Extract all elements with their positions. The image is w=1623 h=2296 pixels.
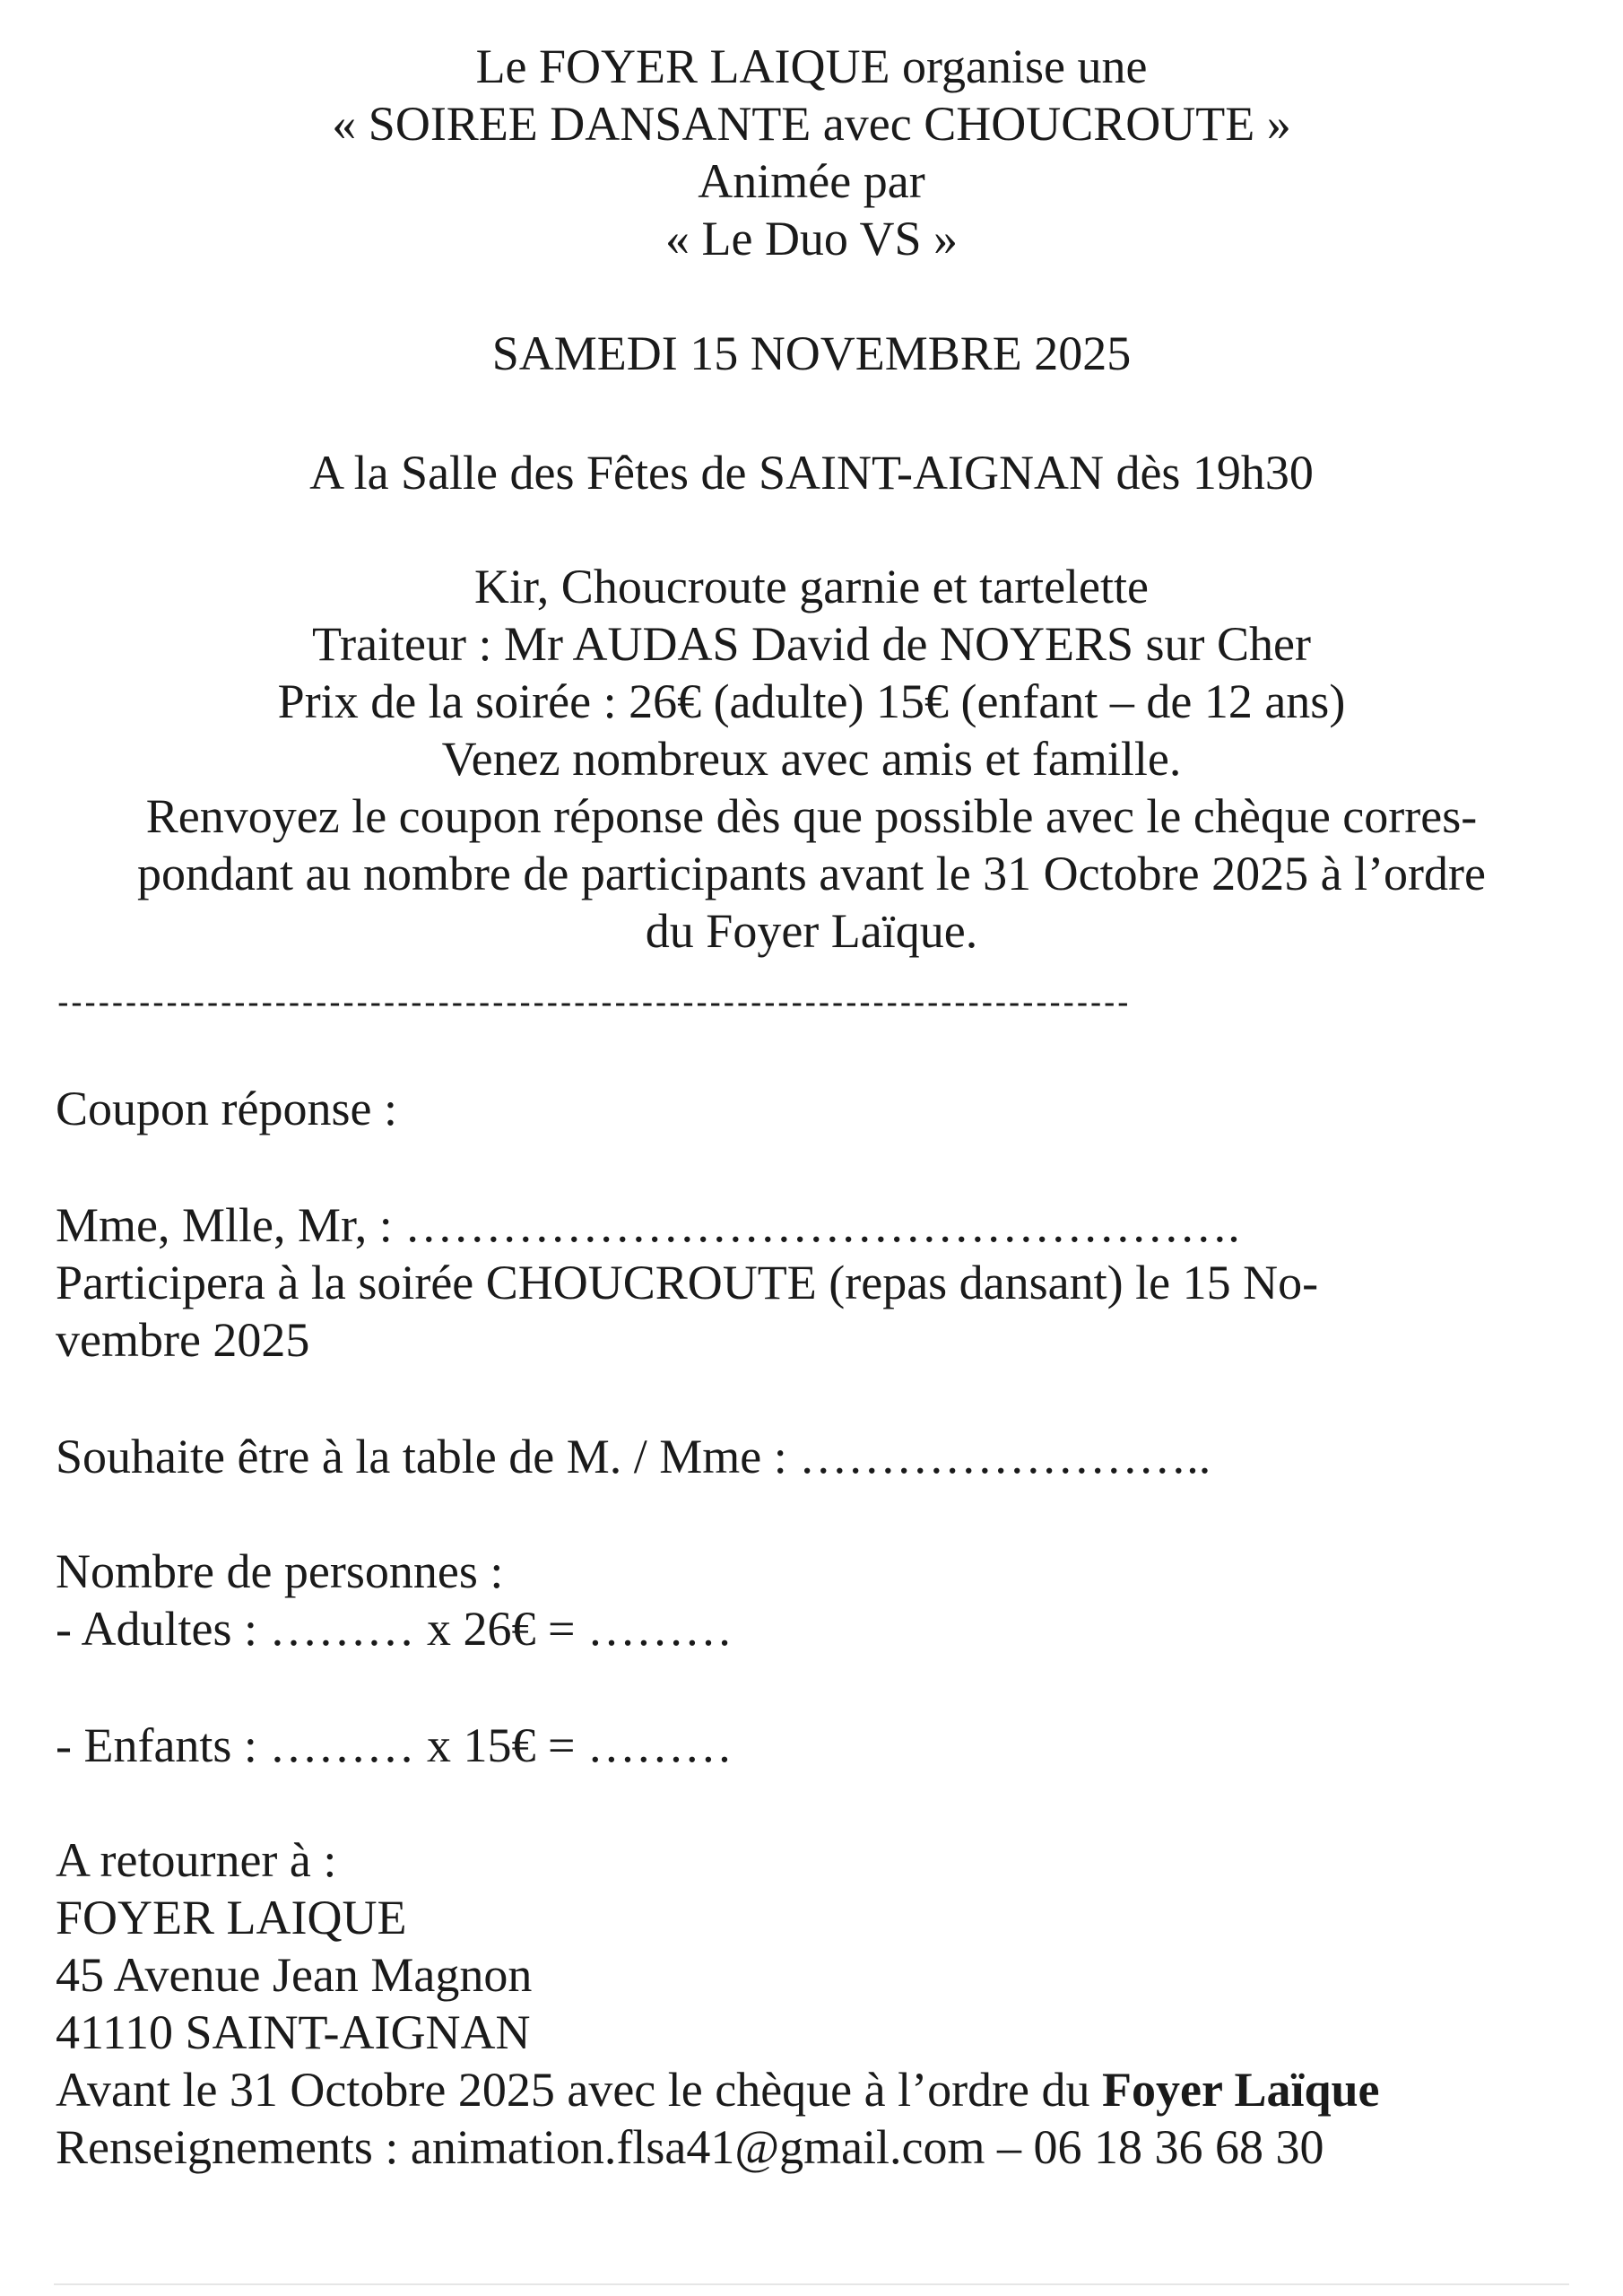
event-menu: Kir, Choucroute garnie et tartelette [473,560,1150,613]
coupon-participate-line-2: vembre 2025 [56,1313,310,1367]
event-send-line-3: du Foyer Laïque. [645,904,978,958]
coupon-return-block [56,1831,1580,2176]
coupon-title: Coupon réponse : [56,1082,397,1135]
coupon-count-block [56,1543,1580,1657]
event-venue: A la Salle des Fêtes de SAINT-AIGNAN dès 19h30 [309,446,1314,500]
return-deadline-text: Avant le 31 Octobre 2025 avec le chèque à l’ordre du [56,2063,1103,2117]
return-name: FOYER LAIQUE [56,1891,407,1944]
header-band-name: « Le Duo VS » [664,212,958,265]
event-caterer: Traiteur : Mr AUDAS David de NOYERS sur Cher [312,617,1311,671]
coupon-table-block [56,1428,1580,1485]
event-invite: Venez nombreux avec amis et famille. [441,732,1182,786]
coupon-participate-line-1: Participera à la soirée CHOUCROUTE (repas dansant) le 15 No- [56,1256,1319,1309]
event-date-block [36,325,1587,382]
return-deadline-bold: Foyer Laïque [1102,2063,1380,2117]
event-price: Prix de la soirée : 26€ (adulte) 15€ (enfant – de 12 ans) [277,674,1346,728]
return-street: 45 Avenue Jean Magnon [56,1948,533,2002]
header-event-title: « SOIREE DANSANTE avec CHOUCROUTE » [332,97,1291,151]
event-send-line-1: Renvoyez le coupon réponse dès que possible avec le chèque corres- [145,789,1478,843]
coupon-children-field[interactable]: - Enfants : ……… x 15€ = ……… [56,1718,733,1772]
flyer-header [36,38,1587,267]
coupon-adults-field[interactable]: - Adultes : ……… x 26€ = ……… [56,1602,733,1656]
return-contact: Renseignements : animation.flsa41@gmail.com – 06 18 36 68 30 [56,2120,1324,2174]
coupon-children-block [56,1717,1580,1774]
coupon-name-block [56,1196,1580,1369]
coupon-count-title: Nombre de personnes : [56,1544,504,1598]
return-title: A retourner à : [56,1833,337,1887]
coupon-table-field[interactable]: Souhaite être à la table de M. / Mme : …………………….. [56,1430,1211,1483]
return-city: 41110 SAINT-AIGNAN [56,2005,531,2059]
header-animated-by: Animée par [698,154,925,208]
event-send-line-2: pondant au nombre de participants avant le 31 Octobre 2025 à l’ordre [137,847,1486,900]
return-deadline [56,2061,1580,2118]
cut-line-separator: ------------------------------------------------------------------------------- [57,985,1132,1021]
coupon-name-field[interactable]: Mme, Mlle, Mr, : ……………………………………………. [56,1198,1240,1252]
header-organizer-line: Le FOYER LAIQUE organise une [475,39,1148,93]
event-date: SAMEDI 15 NOVEMBRE 2025 [491,326,1132,380]
event-venue-block [36,444,1587,501]
bottom-scan-edge [54,2283,1569,2285]
event-details [36,558,1587,960]
coupon-title-block [56,1080,1580,1137]
